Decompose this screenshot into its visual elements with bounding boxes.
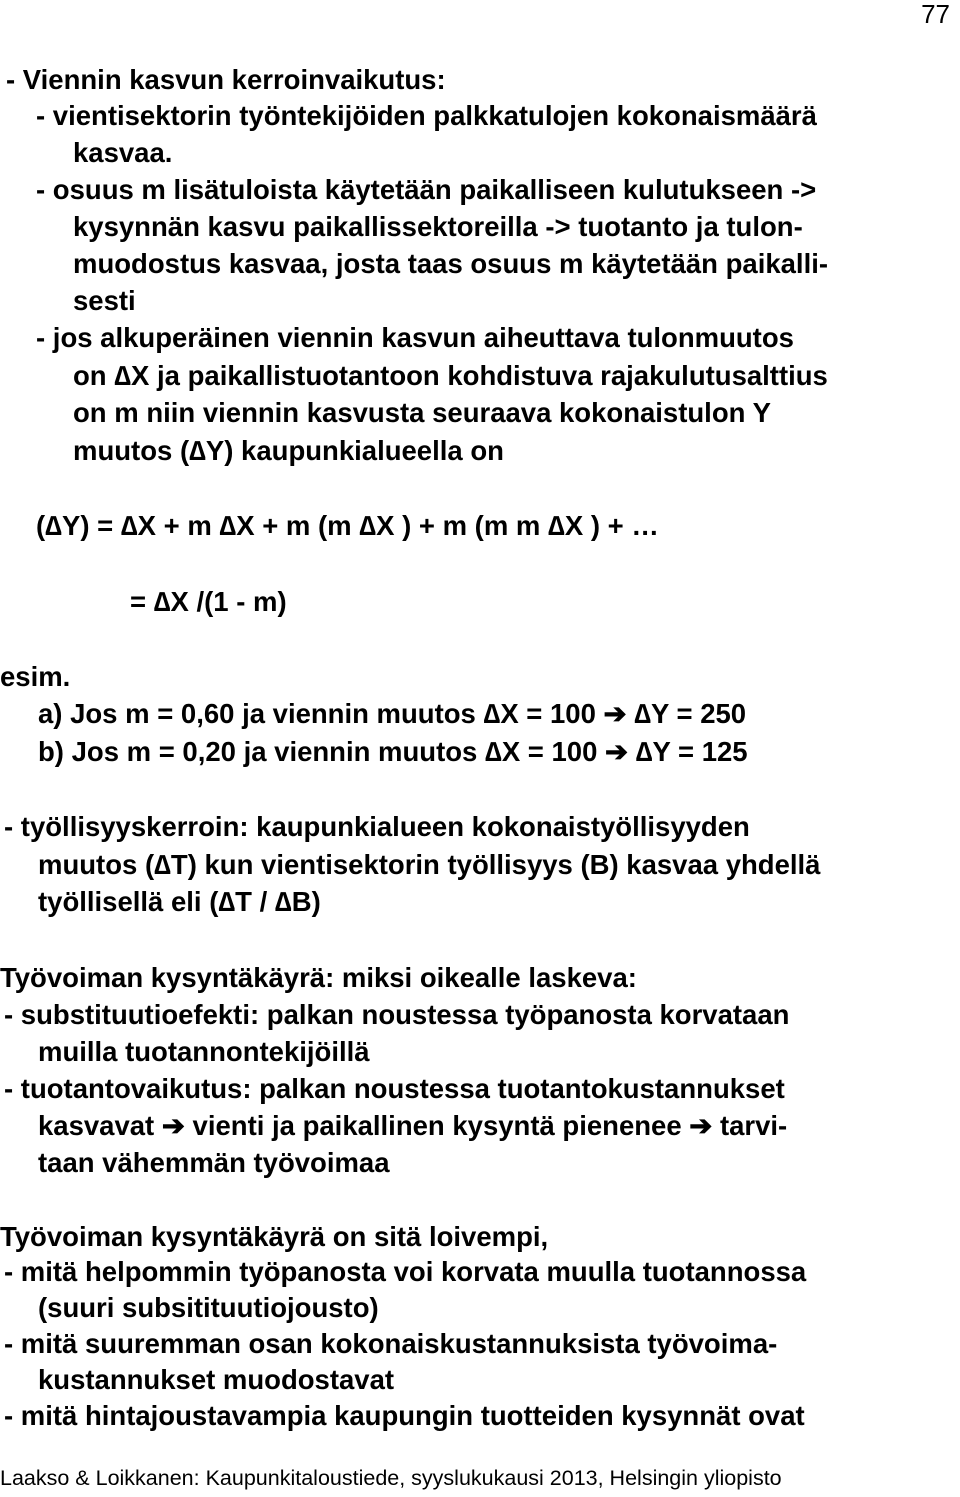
text-line: - työllisyyskerroin: kaupunkialueen kokonaistyöllisyyden (4, 811, 750, 842)
text-line: - jos alkuperäinen viennin kasvun aiheuttava tulonmuutos (36, 322, 794, 353)
text-line: kasvavat ➔ vienti ja paikallinen kysyntä pienenee ➔ tarvi- (38, 1110, 788, 1141)
text-line: - mitä helpommin työpanosta voi korvata muulla tuotannossa (4, 1256, 807, 1287)
text-line: muilla tuotannontekijöillä (38, 1036, 370, 1067)
text-line: - osuus m lisätuloista käytetään paikalliseen kulutukseen -> (36, 174, 817, 205)
text-line: on m niin viennin kasvusta seuraava kokonaistulon Y (73, 397, 771, 428)
text-line: kysynnän kasvu paikallissektoreilla -> tuotanto ja tulon- (73, 211, 803, 242)
text-line: muutos (∆Y) kaupunkialueella on (73, 435, 504, 466)
text-line: työllisellä eli (∆T / ∆B) (38, 886, 321, 917)
text-line: - tuotantovaikutus: palkan noustessa tuotantokustannukset (4, 1073, 785, 1104)
section-heading: Työvoiman kysyntäkäyrä: miksi oikealle laskeva: (0, 962, 637, 993)
text-line: muodostus kasvaa, josta taas osuus m käytetään paikalli- (73, 248, 829, 279)
example-line: b) Jos m = 0,20 ja viennin muutos ∆X = 100 ➔ ∆Y = 125 (38, 736, 748, 767)
text-line: - mitä hintajoustavampia kaupungin tuotteiden kysynnät ovat (4, 1400, 805, 1431)
text-line: kasvaa. (73, 137, 173, 168)
example-line: a) Jos m = 0,60 ja viennin muutos ∆X = 100 ➔ ∆Y = 250 (38, 698, 747, 729)
formula-line: = ∆X /(1 - m) (130, 586, 287, 617)
text-line: on ∆X ja paikallistuotantoon kohdistuva rajakulutusalttius (73, 360, 828, 391)
text-line: - mitä suuremman osan kokonaiskustannuksista työvoima- (4, 1328, 778, 1359)
text-line: - vientisektorin työntekijöiden palkkatulojen kokonaismäärä (36, 100, 817, 131)
text-line: kustannukset muodostavat (38, 1364, 395, 1395)
text-line: muutos (∆T) kun vientisektorin työllisyys (B) kasvaa yhdellä (38, 849, 821, 880)
section-heading: Työvoiman kysyntäkäyrä on sitä loivempi, (0, 1221, 549, 1252)
formula-line: (∆Y) = ∆X + m ∆X + m (m ∆X ) + m (m m ∆X ) + … (36, 510, 659, 541)
page-number: 77 (921, 0, 950, 29)
text-line: - Viennin kasvun kerroinvaikutus: (6, 64, 446, 95)
page-footer: Laakso & Loikkanen: Kaupunkitaloustiede, syyslukukausi 2013, Helsingin yliopisto (0, 1466, 782, 1490)
text-line: sesti (73, 285, 136, 316)
text-line: (suuri subsitituutiojousto) (38, 1292, 379, 1323)
text-line: - substituutioefekti: palkan noustessa työpanosta korvataan (4, 999, 790, 1030)
text-line: esim. (0, 661, 71, 692)
text-line: taan vähemmän työvoimaa (38, 1147, 390, 1178)
